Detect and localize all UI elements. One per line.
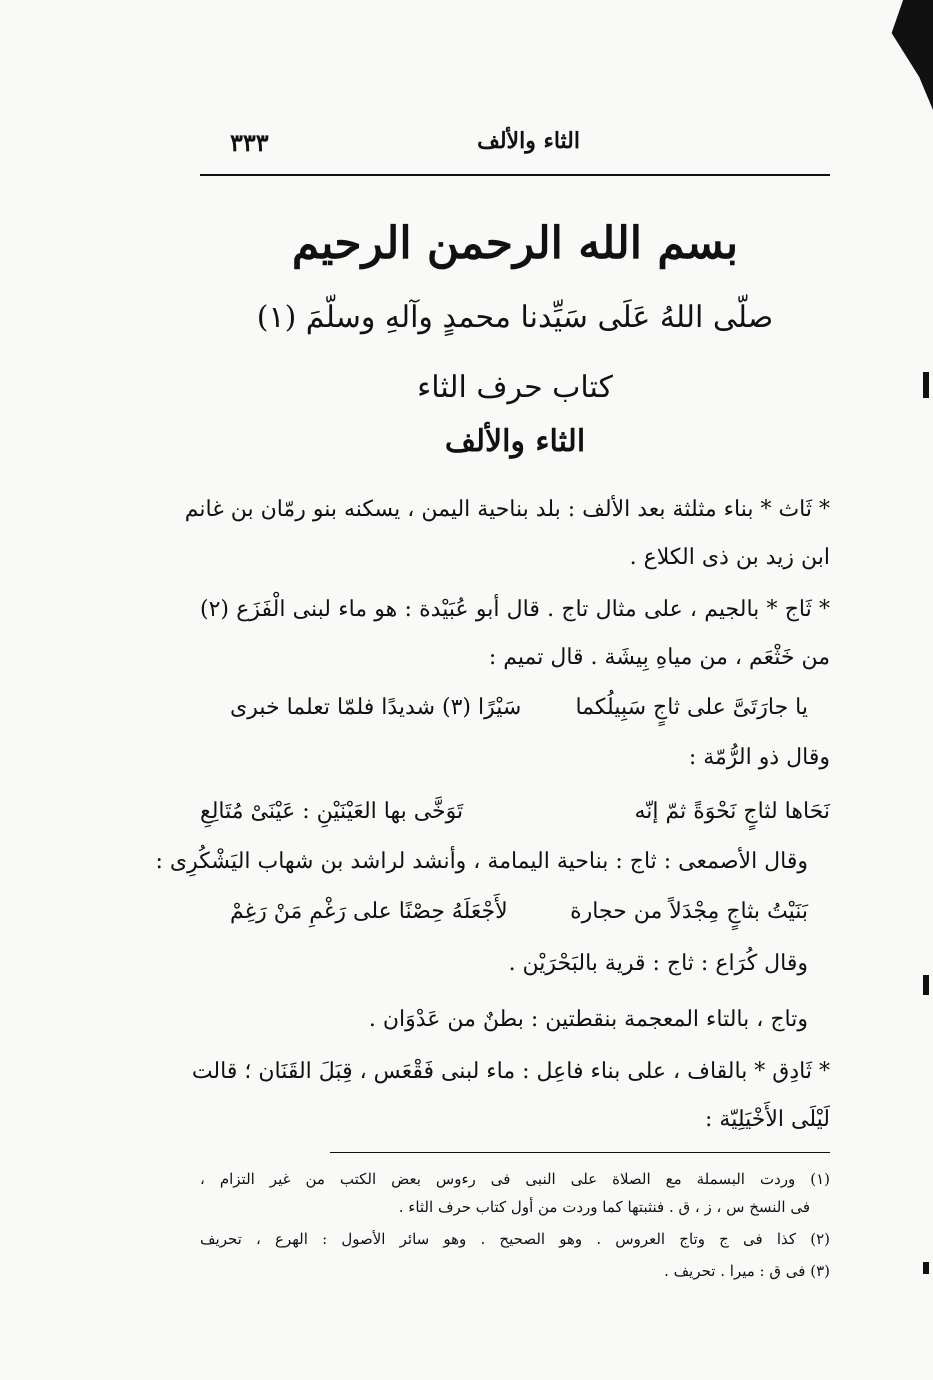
body-line: من خَثْعَم ، من مياهِ بِيشَة . قال تميم : <box>488 645 830 670</box>
footnote-line: فى النسخ س ، ز ، ق . فنثبتها كما وردت من أول كتاب حرف الثاء . <box>398 1198 810 1216</box>
verse-second-hemistich: سَيْرًا (٣) شديدًا فلمّا تعلما خبرى <box>230 695 522 720</box>
verse-second-hemistich: تَوَخَّى بها العَيْنَيْنِ : عَيْنَىْ مُتَالِعِ <box>200 799 464 824</box>
body-line: وقال كُرَاع : ثاج : قرية بالبَحْرَيْن . <box>508 951 808 976</box>
page-edge-shadow <box>887 0 933 110</box>
page-number: ٣٣٣ <box>230 128 269 157</box>
header-rule <box>200 174 830 176</box>
body-line: ابن زيد بن ذى الكلاع . <box>629 545 830 570</box>
footnote-line: (٢) كذا فى ج وتاج العروس . وهو الصحيح . وهو سائر الأصول : الهرع ، تحريف <box>200 1230 830 1248</box>
body-line: * ثَاث * بناء مثلثة بعد الألف : بلد بناحية اليمن ، يسكنه بنو رمّان بن غانم <box>184 497 830 522</box>
body-line: وقال ذو الرُّمّة : <box>688 745 830 770</box>
salawat-line: صلّى اللهُ عَلَى سَيِّدنا محمدٍ وآلهِ وسلّمَ (١) <box>256 300 774 335</box>
basmala: بسم الله الرحمن الرحيم <box>291 218 739 269</box>
verse-second-hemistich: لأَجْعَلَهُ حِصْنًا على رَغْمِ مَنْ رَغِمْ <box>230 899 508 924</box>
margin-mark <box>923 975 929 995</box>
running-head <box>200 128 830 164</box>
body-line: لَيْلَى الأَخْيَلِيّة : <box>705 1107 830 1132</box>
margin-mark <box>923 372 929 398</box>
footnote-line: (١) وردت البسملة مع الصلاة على النبى فى رءوس بعض الكتب من غير التزام ، <box>200 1170 830 1188</box>
margin-mark <box>923 1262 929 1274</box>
body-line: * ثَادِق * بالقاف ، على بناء فاعِل : ماء لبنى فَقْعَس ، قِبَلَ القَنَان ؛ قالت <box>191 1059 830 1084</box>
body-line: * ثَاج * بالجيم ، على مثال تاج . قال أبو عُبَيْدة : هو ماء لبنى الْفَزَع (٢) <box>200 597 830 622</box>
section-title: الثاء والألف <box>444 424 586 459</box>
verse-first-hemistich: نَحَاها لثاجٍ نَحْوَةً ثمّ إنّه <box>634 799 830 824</box>
footnote-line: (٣) فى ق : ميرا . تحريف . <box>664 1262 830 1280</box>
running-title: الثاء والألف <box>477 128 580 154</box>
body-line: وتاج ، بالتاء المعجمة بنقطتين : بطنٌ من عَدْوَان . <box>368 1007 808 1032</box>
footnote-rule <box>330 1152 830 1153</box>
verse-first-hemistich: بَنَيْتُ بثاجٍ مِجْدَلاً من حجارة <box>570 899 808 924</box>
verse-first-hemistich: يا جارَتَىَّ على ثاجٍ سَبِيلُكما <box>575 695 808 720</box>
body-line: وقال الأصمعى : ثاج : بناحية اليمامة ، وأنشد لراشد بن شهاب اليَشْكُرِى : <box>155 849 808 874</box>
book-title: كتاب حرف الثاء <box>417 370 613 405</box>
